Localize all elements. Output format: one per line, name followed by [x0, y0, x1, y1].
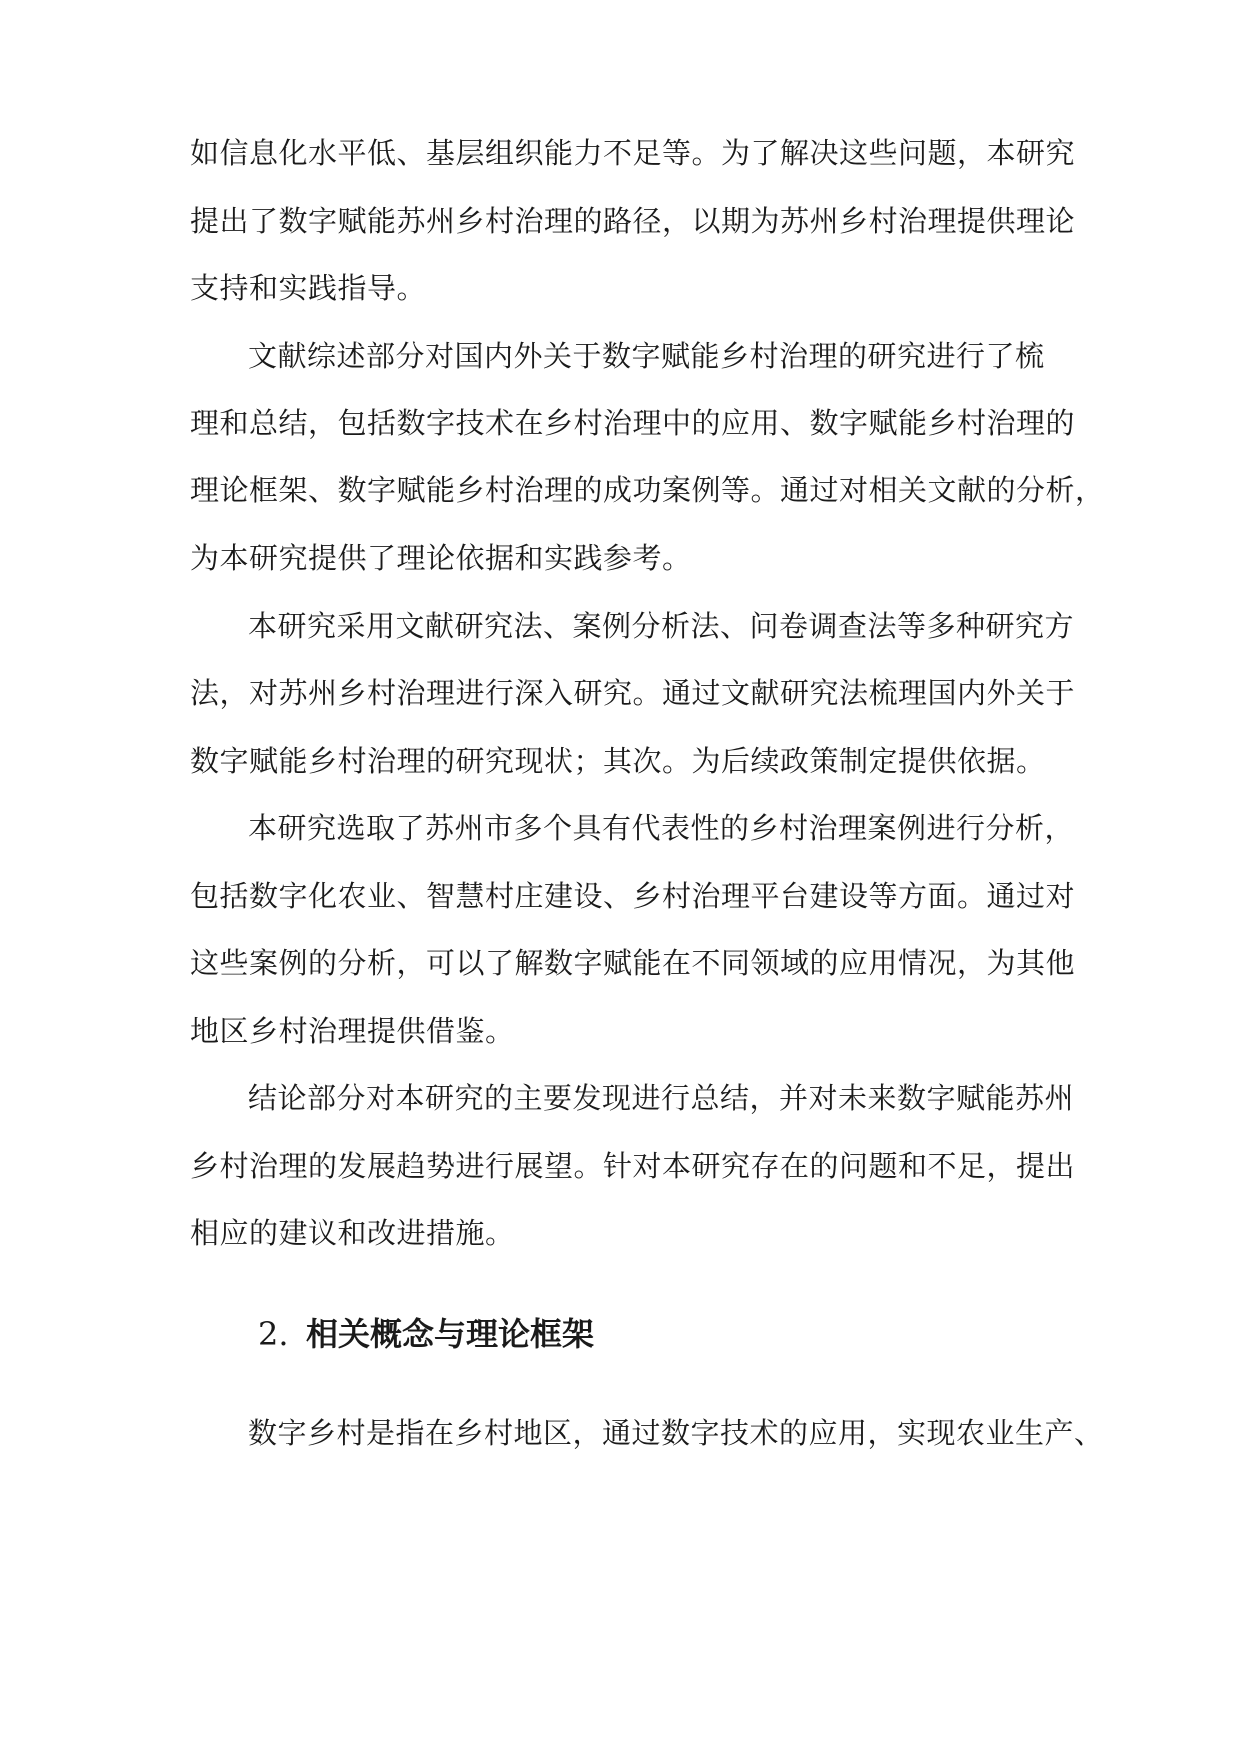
- paragraph-line: 为本研究提供了理论依据和实践参考。: [190, 541, 692, 575]
- paragraph-line: 如信息化水平低、基层组织能力不足等。为了解决这些问题，本研究: [190, 136, 1076, 170]
- paragraph-line: 地区乡村治理提供借鉴。: [190, 1014, 515, 1048]
- paragraph-line: 提出了数字赋能苏州乡村治理的路径，以期为苏州乡村治理提供理论: [190, 204, 1076, 238]
- paragraph-line: 数字乡村是指在乡村地区，通过数字技术的应用，实现农业生产、: [248, 1416, 1104, 1450]
- paragraph-line: 数字赋能乡村治理的研究现状；其次。为后续政策制定提供依据。: [190, 744, 1046, 778]
- paragraph-line: 包括数字化农业、智慧村庄建设、乡村治理平台建设等方面。通过对: [190, 879, 1076, 913]
- paragraph-line: 本研究采用文献研究法、案例分析法、问卷调查法等多种研究方: [248, 609, 1075, 643]
- section-number: 2.: [258, 1315, 289, 1353]
- paragraph-line: 支持和实践指导。: [190, 271, 427, 305]
- section-title: 相关概念与理论框架: [306, 1315, 595, 1353]
- section-heading: [258, 1310, 1058, 1358]
- paragraph-line: 本研究选取了苏州市多个具有代表性的乡村治理案例进行分析，: [248, 811, 1075, 845]
- paragraph-line: 法，对苏州乡村治理进行深入研究。通过文献研究法梳理国内外关于: [190, 676, 1076, 710]
- paragraph-line: 理和总结，包括数字技术在乡村治理中的应用、数字赋能乡村治理的: [190, 406, 1076, 440]
- paragraph-line: 理论框架、数字赋能乡村治理的成功案例等。通过对相关文献的分析，: [190, 473, 1105, 507]
- paragraph-line: 结论部分对本研究的主要发现进行总结，并对未来数字赋能苏州: [248, 1081, 1075, 1115]
- paragraph-line: 文献综述部分对国内外关于数字赋能乡村治理的研究进行了梳: [248, 339, 1045, 373]
- paragraph-line: 这些案例的分析，可以了解数字赋能在不同领域的应用情况，为其他: [190, 946, 1076, 980]
- paragraph-line: 乡村治理的发展趋势进行展望。针对本研究存在的问题和不足，提出: [190, 1149, 1076, 1183]
- paragraph-line: 相应的建议和改进措施。: [190, 1216, 515, 1250]
